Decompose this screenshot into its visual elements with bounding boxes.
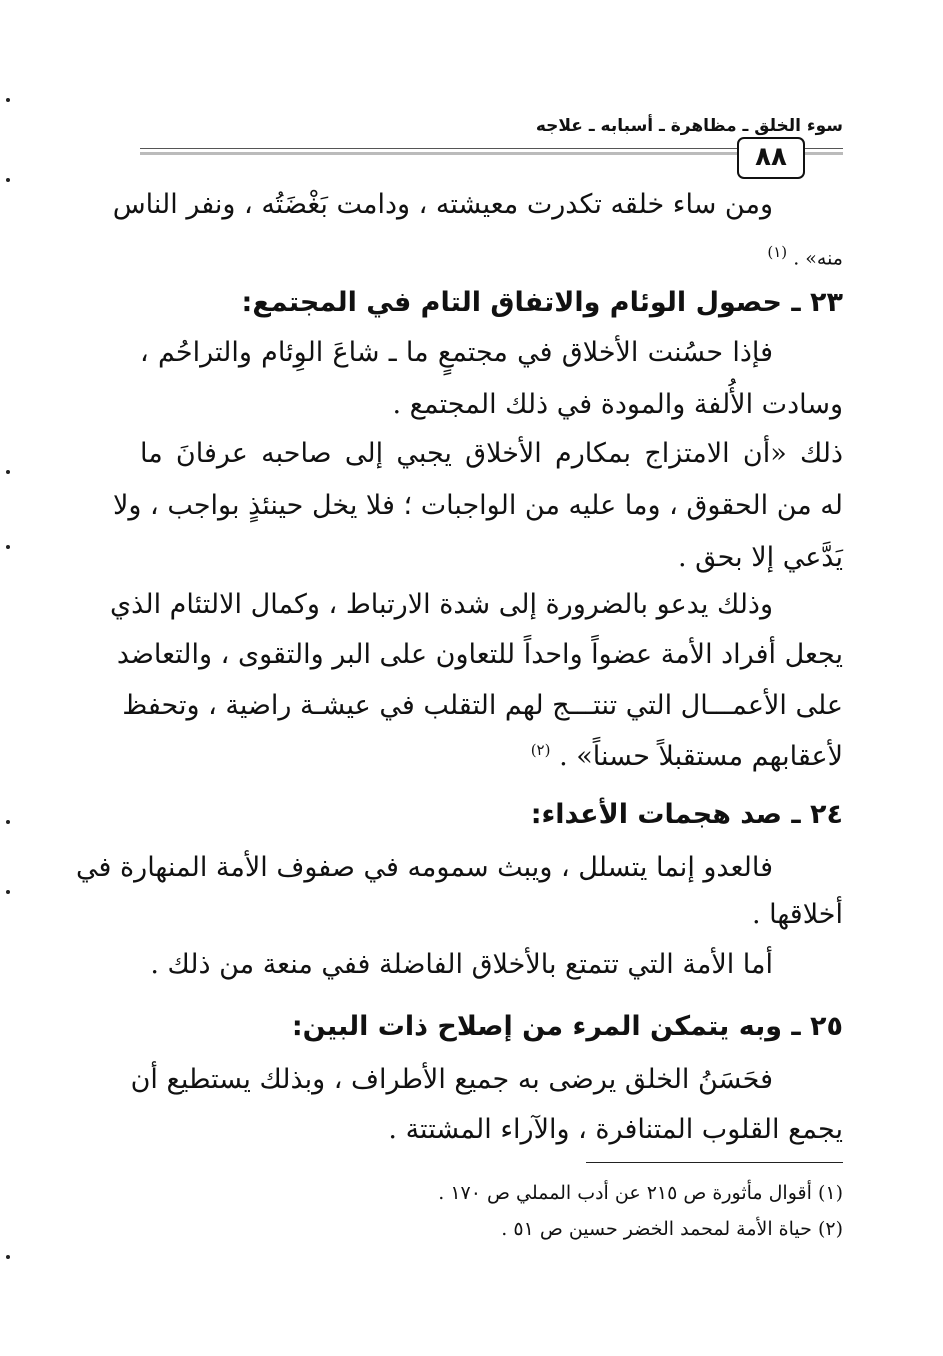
scan-speck [6,1255,10,1259]
text-line: وسادت الأُلفة والمودة في ذلك المجتمع . [392,389,843,420]
text-line: على الأعمـــال التي تنتـــج لهم التقلب في عيشـة راضية ، وتحفظ [122,690,843,721]
footnote-ref: (١) [767,243,788,261]
text-line: فالعدو إنما يتسلل ، ويبث سمومه في صفوف الأمة المنهارة في [76,852,773,883]
section-heading-24: ٢٤ ـ صد هجمات الأعداء: [530,799,843,830]
text-fragment: لأعقابهم مستقبلاً حسناً» . [559,741,843,772]
scan-speck [6,890,10,894]
footnote-2 [300,1214,843,1244]
scan-speck [6,545,10,549]
text-line: يجعل أفراد الأمة عضواً واحداً للتعاون على البر والتقوى ، والتعاضد [116,639,843,670]
scan-speck [6,178,10,182]
scan-speck [6,820,10,824]
text-line: أما الأمة التي تتمتع بالأخلاق الفاضلة ففي منعة من ذلك . [150,949,773,980]
footnote-mark: (١) [817,1182,843,1204]
text-fragment: منه» . [793,247,843,270]
text-line: له من الحقوق ، وما عليه من الواجبات ؛ فلا يخل حينئذٍ بواجب ، ولا [113,490,843,521]
text-line: يجمع القلوب المتنافرة ، والآراء المشتتة . [388,1114,843,1145]
section-heading-25: ٢٥ ـ وبه يتمكن المرء من إصلاح ذات البين: [291,1011,843,1042]
text-line [140,232,843,278]
section-heading-23: ٢٣ ـ حصول الوئام والاتفاق التام في المجتمع: [241,287,843,318]
footnote-text: أقوال مأثورة ص ٢١٥ عن أدب المملي ص ١٧٠ . [438,1182,812,1204]
text-line [140,730,843,777]
footnote-mark: (٢) [817,1218,843,1240]
running-header: سوء الخلق ـ مظاهرة ـ أسبابه ـ علاجه [535,116,843,136]
text-line: وذلك يدعو بالضرورة إلى شدة الارتباط ، وكمال الالتئام الذي [110,589,773,620]
text-line: ذلك «أن الامتزاج بمكارم الأخلاق يجبي إلى صاحبه عرفانَ ما [140,438,843,469]
scan-speck [6,470,10,474]
footnote-separator [586,1162,843,1163]
footnote-ref: (٢) [530,741,551,759]
page-number: ٨٨ [737,137,805,179]
text-line: ومن ساء خلقه تكدرت معيشته ، ودامت بَغْضَتُه ، ونفر الناس [112,189,773,220]
text-line: فحَسَنُ الخلق يرضى به جميع الأطراف ، وبذلك يستطيع أن [130,1064,773,1095]
text-line: فإذا حسُنت الأخلاق في مجتمعٍ ما ـ شاعَ الوِئام والتراحُم ، [140,337,773,368]
text-line: يَدَّعي إلا بحق . [678,542,843,573]
footnote-text: حياة الأمة لمحمد الخضر حسين ص ٥١ . [501,1218,812,1240]
footnote-1 [300,1178,843,1208]
scan-speck [6,98,10,102]
text-line: أخلاقها . [751,899,843,930]
